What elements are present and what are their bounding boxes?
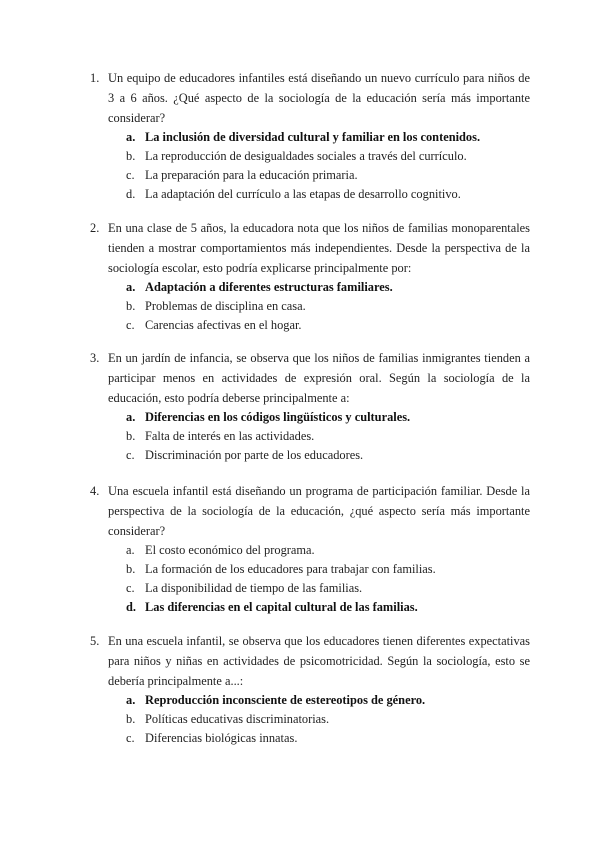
option-d-correct — [90, 598, 530, 617]
option-d — [90, 185, 530, 204]
option-letter: b. — [126, 429, 136, 443]
option-text: Reproducción inconsciente de estereotipos de género. — [145, 693, 426, 707]
option-c — [90, 446, 530, 465]
option-text: La disponibilidad de tiempo de las familias. — [145, 581, 363, 595]
question-number: 1. — [90, 71, 100, 85]
option-c — [90, 166, 530, 185]
question-2 — [90, 218, 530, 335]
option-letter: c. — [126, 731, 135, 745]
question-4 — [90, 481, 530, 617]
option-letter: c. — [126, 448, 135, 462]
option-letter: a. — [126, 130, 136, 144]
question-number: 2. — [90, 221, 100, 235]
option-letter: a. — [126, 693, 136, 707]
question-3 — [90, 348, 530, 465]
option-c — [90, 316, 530, 335]
option-letter: d. — [126, 187, 136, 201]
option-letter: a. — [126, 410, 136, 424]
option-a-correct — [90, 128, 530, 147]
option-text: Adaptación a diferentes estructuras familiares. — [145, 280, 393, 294]
option-list — [90, 691, 530, 748]
question-number: 3. — [90, 351, 100, 365]
option-letter: c. — [126, 168, 135, 182]
question-text: Un equipo de educadores infantiles está diseñando un nuevo currículo para niños de 3 a 6 años. ¿Qué aspecto de la sociología de la educación sería más importante considerar? — [108, 71, 530, 125]
option-text: Discriminación por parte de los educadores. — [145, 448, 364, 462]
option-letter: a. — [126, 543, 135, 557]
option-b — [90, 560, 530, 579]
option-b — [90, 710, 530, 729]
option-letter: a. — [126, 280, 136, 294]
option-text: La inclusión de diversidad cultural y familiar en los contenidos. — [145, 130, 481, 144]
question-text: Una escuela infantil está diseñando un programa de participación familiar. Desde la perspectiva de la sociología de la educación, ¿qué aspecto sería más importante considerar? — [108, 484, 530, 538]
option-text: La adaptación del currículo a las etapas de desarrollo cognitivo. — [145, 187, 461, 201]
option-a-correct — [90, 691, 530, 710]
question-text: En un jardín de infancia, se observa que los niños de familias inmigrantes tienden a participar menos en actividades de expresión oral. Según la sociología de la educación, esto podría deberse principalmente a: — [108, 351, 530, 405]
option-text: La preparación para la educación primaria. — [145, 168, 358, 182]
option-list — [90, 278, 530, 335]
question-number: 5. — [90, 634, 100, 648]
option-text: Las diferencias en el capital cultural de las familias. — [145, 600, 418, 614]
option-c — [90, 729, 530, 748]
option-text: El costo económico del programa. — [145, 543, 315, 557]
question-text: En una escuela infantil, se observa que los educadores tienen diferentes expectativas para niños y niñas en actividades de psicomotricidad. Según la sociología, esto se debería principalmente a...: — [108, 634, 530, 688]
option-text: Políticas educativas discriminatorias. — [145, 712, 330, 726]
option-letter: b. — [126, 299, 136, 313]
option-list — [90, 408, 530, 465]
question-text: En una clase de 5 años, la educadora nota que los niños de familias monoparentales tienden a mostrar comportamientos más independientes. Desde la perspectiva de la sociología escolar, esto podría explicarse principalmente por: — [108, 221, 530, 275]
option-letter: d. — [126, 600, 136, 614]
option-letter: c. — [126, 318, 135, 332]
option-b — [90, 427, 530, 446]
option-list — [90, 128, 530, 204]
option-letter: b. — [126, 149, 136, 163]
option-text: La reproducción de desigualdades sociales a través del currículo. — [145, 149, 467, 163]
option-text: Falta de interés en las actividades. — [145, 429, 315, 443]
option-a — [90, 541, 530, 560]
option-b — [90, 147, 530, 166]
question-number: 4. — [90, 484, 100, 498]
option-text: Diferencias biológicas innatas. — [145, 731, 298, 745]
question-1 — [90, 68, 530, 204]
option-list — [90, 541, 530, 617]
option-text: Problemas de disciplina en casa. — [145, 299, 306, 313]
option-text: Carencias afectivas en el hogar. — [145, 318, 302, 332]
option-text: Diferencias en los códigos lingüísticos y culturales. — [145, 410, 411, 424]
option-a-correct — [90, 408, 530, 427]
option-a-correct — [90, 278, 530, 297]
option-text: La formación de los educadores para trabajar con familias. — [145, 562, 436, 576]
option-letter: c. — [126, 581, 135, 595]
option-c — [90, 579, 530, 598]
option-letter: b. — [126, 562, 136, 576]
option-b — [90, 297, 530, 316]
question-5 — [90, 631, 530, 748]
option-letter: b. — [126, 712, 136, 726]
